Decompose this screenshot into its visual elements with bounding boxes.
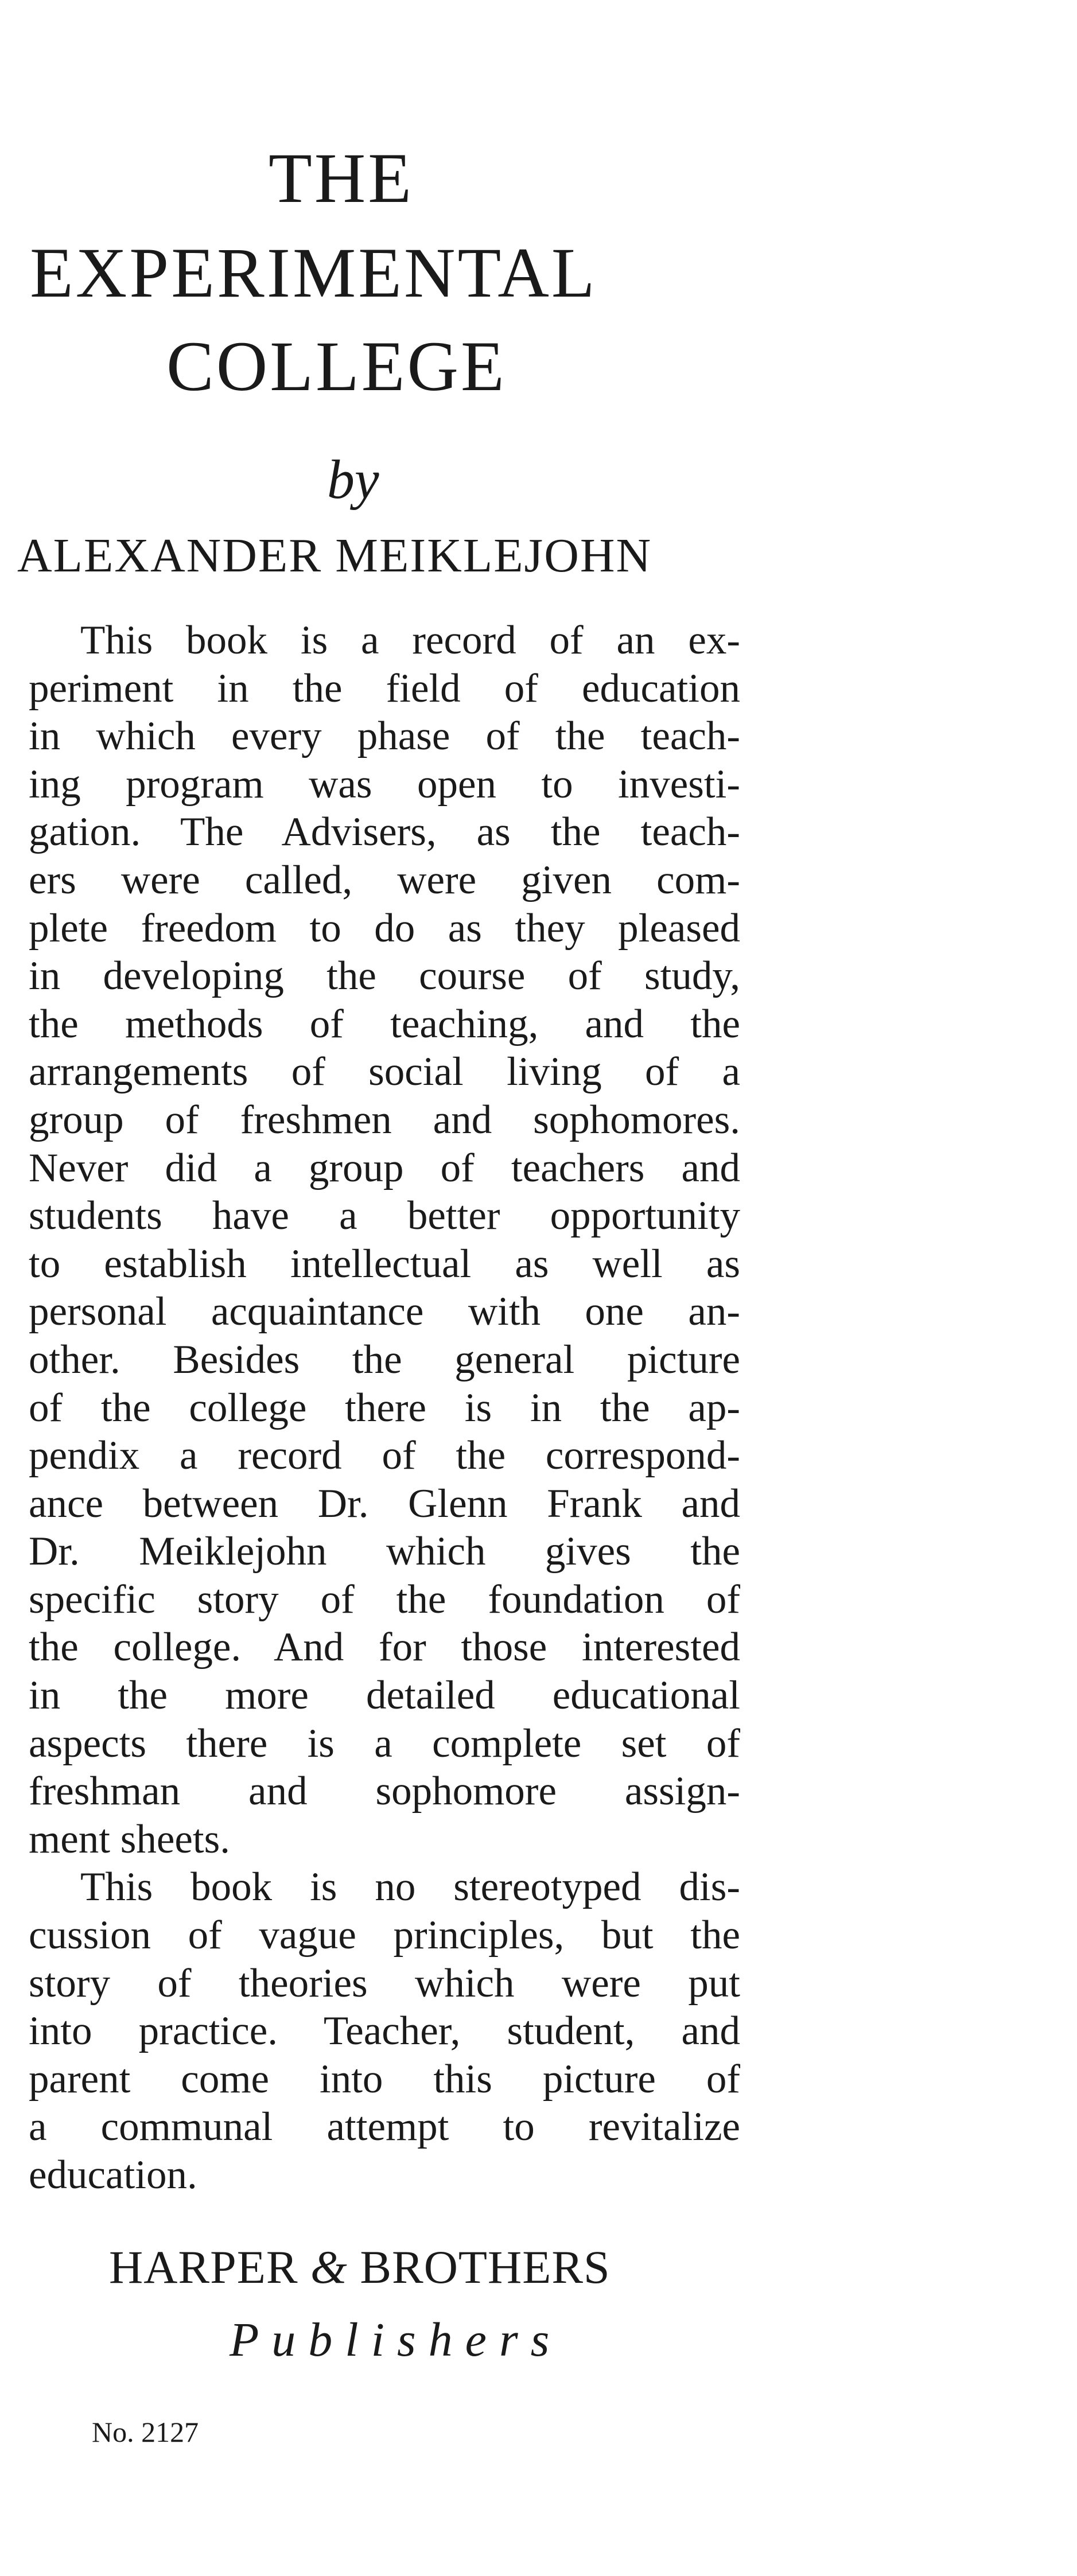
text-line: in developing the course of study, xyxy=(29,954,740,999)
publisher-name-part1: HARPER xyxy=(109,2241,298,2293)
text-line: the methods of teaching, and the xyxy=(29,1001,740,1046)
text-line: into practice. Teacher, student, and xyxy=(29,2009,740,2054)
text-line: education. xyxy=(29,2153,197,2197)
text-line: periment in the field of education xyxy=(29,666,740,711)
text-line: pendix a record of the correspond- xyxy=(29,1433,740,1478)
publisher-name xyxy=(109,2240,611,2294)
text-line: arrangements of social living of a xyxy=(29,1049,740,1095)
text-line: parent come into this picture of xyxy=(29,2056,740,2102)
text-line: of the college there is in the ap- xyxy=(29,1385,740,1430)
text-line: in which every phase of the teach- xyxy=(29,714,740,759)
title-line-3: COLLEGE xyxy=(166,327,507,406)
text-line: freshman and sophomore assign- xyxy=(29,1769,740,1814)
text-line: other. Besides the general picture xyxy=(29,1337,740,1382)
text-line: ment sheets. xyxy=(29,1816,230,1862)
publisher-ampersand: & xyxy=(310,2241,348,2293)
text-line: This book is a record of an ex- xyxy=(80,618,740,663)
text-line: gation. The Advisers, as the teach- xyxy=(29,810,740,855)
text-line: plete freedom to do as they pleased xyxy=(29,905,740,951)
text-line: aspects there is a complete set of xyxy=(29,1721,740,1766)
text-line: story of theories which were put xyxy=(29,1960,740,2006)
text-line: cussion of vague principles, but the xyxy=(29,1913,740,1958)
title-line-1: THE xyxy=(269,139,414,217)
text-line: in the more detailed educational xyxy=(29,1673,740,1718)
text-line: students have a better opportunity xyxy=(29,1193,740,1239)
publisher-subtitle: Publishers xyxy=(230,2313,562,2367)
text-line: a communal attempt to revitalize xyxy=(29,2104,740,2150)
title-line-2: EXPERIMENTAL xyxy=(30,234,597,312)
text-line: the college. And for those interested xyxy=(29,1625,740,1670)
text-line: Never did a group of teachers and xyxy=(29,1145,740,1190)
text-line: to establish intellectual as well as xyxy=(29,1241,740,1286)
text-line: personal acquaintance with one an- xyxy=(29,1289,740,1334)
text-line: specific story of the foundation of xyxy=(29,1577,740,1622)
byline: by xyxy=(327,449,379,510)
text-line: ing program was open to investi- xyxy=(29,761,740,807)
text-line: ance between Dr. Glenn Frank and xyxy=(29,1481,740,1526)
publisher-name-part2: BROTHERS xyxy=(360,2241,611,2293)
text-line: group of freshmen and sophomores. xyxy=(29,1097,740,1142)
text-line: Dr. Meiklejohn which gives the xyxy=(29,1529,740,1574)
description-text xyxy=(29,617,740,2200)
text-line: This book is no stereotyped dis- xyxy=(80,1865,740,1910)
text-line: ers were called, were given com- xyxy=(29,857,740,902)
paragraph-1 xyxy=(29,617,740,1863)
author-name: ALEXANDER MEIKLEJOHN xyxy=(17,529,652,582)
paragraph-2 xyxy=(29,1863,740,2199)
catalog-number: No. 2127 xyxy=(92,2416,199,2448)
